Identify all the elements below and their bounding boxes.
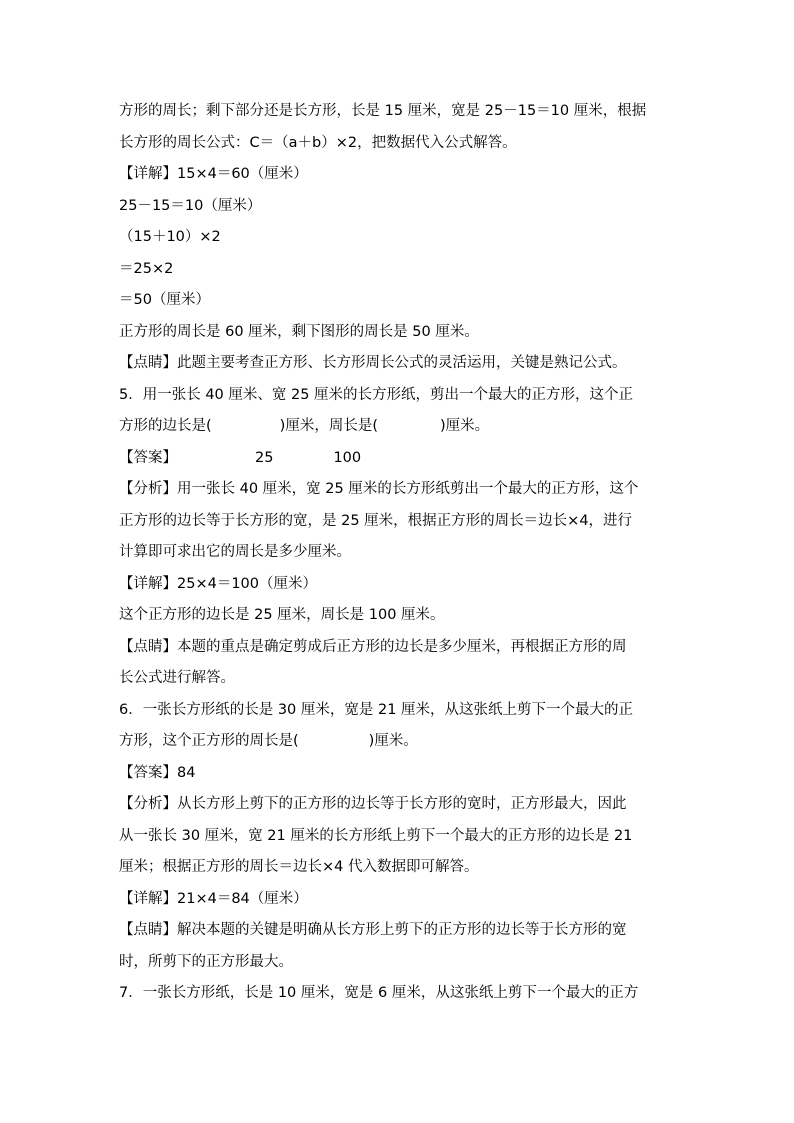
text-line: 时，所剪下的正方形最大。	[119, 953, 293, 970]
q5-text-3: )厘米。	[440, 418, 490, 434]
question-6-line: 6．一张长方形纸的长是 30 厘米，宽是 21 厘米，从这张纸上剪下一个最大的正	[119, 701, 634, 718]
question-5-line: 5．用一张长 40 厘米、宽 25 厘米的长方形纸，剪出一个最大的正方形，这个正	[119, 386, 634, 403]
q5-text-1: 方形的边长是(	[119, 418, 212, 434]
text-line: 计算即可求出它的周长是多少厘米。	[119, 544, 351, 560]
text-line: 厘米；根据正方形的周长＝边长×4 代入数据即可解答。	[119, 859, 479, 875]
q6-text-2: )厘米。	[368, 733, 418, 749]
text-line: 这个正方形的边长是 25 厘米，周长是 100 厘米。	[119, 607, 445, 623]
text-line: 【详解】15×4＝60（厘米）	[119, 166, 308, 182]
text-line: 正方形的边长等于长方形的宽，是 25 厘米，根据正方形的周长＝边长×4，进行	[119, 512, 633, 529]
q6-text-1: 方形，这个正方形的周长是(	[119, 733, 299, 749]
question-5-blanks-line	[119, 411, 679, 443]
answer-label: 【答案】	[119, 449, 177, 466]
answer-value-1: 25	[255, 449, 274, 466]
text-line: 长方形的周长公式：C＝（a＋b）×2，把数据代入公式解答。	[119, 134, 517, 151]
text-line: （15＋10）×2	[119, 229, 221, 245]
answer-value-2: 100	[333, 449, 362, 466]
text-line: ＝50（厘米）	[119, 292, 210, 308]
q5-text-2: )厘米，周长是(	[279, 418, 378, 434]
text-line: 【分析】从长方形上剪下的正方形的边长等于长方形的宽时，正方形最大，因此	[119, 796, 627, 812]
text-line: ＝25×2	[119, 260, 174, 277]
text-line: 长公式进行解答。	[119, 670, 235, 686]
text-line: 【分析】用一张长 40 厘米，宽 25 厘米的长方形纸剪出一个最大的正方形，这个	[119, 481, 639, 497]
text-line: 【点睛】解决本题的关键是明确从长方形上剪下的正方形的边长等于长方形的宽	[119, 922, 627, 938]
question-7-line: 7．一张长方形纸，长是 10 厘米，宽是 6 厘米，从这张纸上剪下一个最大的正方	[119, 985, 639, 1001]
q5-answer-line	[119, 443, 679, 475]
text-line: 方形的周长；剩下部分还是长方形，长是 15 厘米，宽是 25－15＝10 厘米，根据	[119, 103, 647, 119]
document-body	[119, 96, 679, 1010]
text-line: 【点睛】此题主要考查正方形、长方形周长公式的灵活运用，关键是熟记公式。	[119, 355, 627, 371]
text-line: 【详解】25×4＝100（厘米）	[119, 575, 318, 592]
text-line: 25－15＝10（厘米）	[119, 197, 262, 214]
text-line: 【详解】21×4＝84（厘米）	[119, 890, 308, 907]
text-line: 从一张长 30 厘米，宽 21 厘米的长方形纸上剪下一个最大的正方形的边长是 21	[119, 827, 633, 844]
question-6-blanks-line	[119, 726, 679, 758]
text-line: 【答案】84	[119, 764, 196, 781]
text-line: 【点睛】本题的重点是确定剪成后正方形的边长是多少厘米，再根据正方形的周	[119, 638, 627, 655]
text-line: 正方形的周长是 60 厘米，剩下图形的周长是 50 厘米。	[119, 323, 479, 340]
